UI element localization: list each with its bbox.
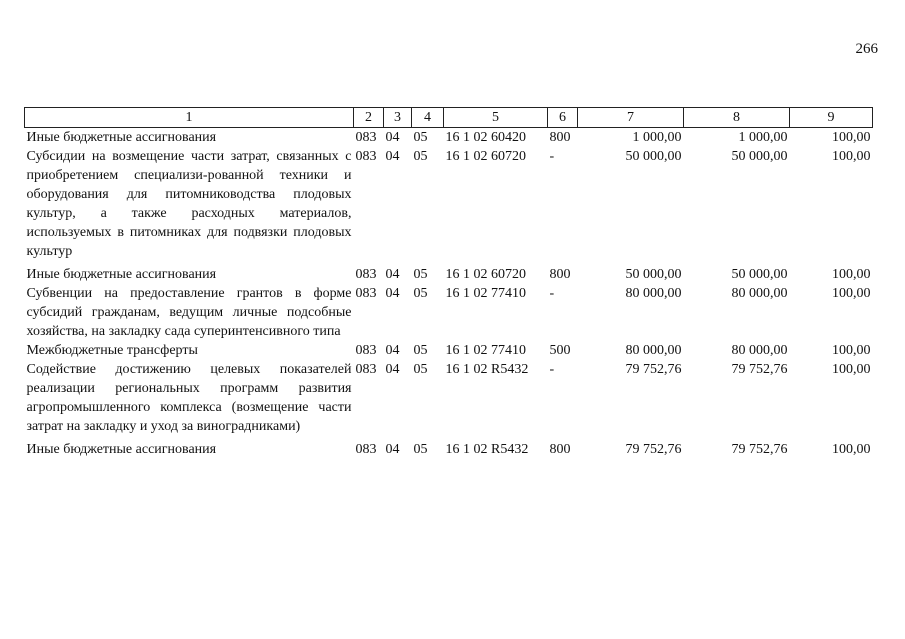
- amount-col-8: 79 752,76: [731, 442, 788, 457]
- target-article-code: 16 1 02 R5432: [445, 362, 529, 377]
- ministry-code: 083: [355, 362, 377, 377]
- section-code: 04: [385, 267, 400, 282]
- percent-col-9: 100,00: [832, 267, 871, 282]
- percent-col-9: 100,00: [832, 286, 871, 301]
- target-article-code: 16 1 02 60720: [445, 149, 526, 164]
- amount-col-7: 50 000,00: [625, 149, 682, 164]
- amount-col-8: 80 000,00: [731, 343, 788, 358]
- target-article-code: 16 1 02 R5432: [445, 442, 529, 457]
- section-code: 04: [385, 362, 400, 377]
- table-row: [25, 284, 873, 341]
- row-name: Субсидии на возмещение части затрат, связанных с приобретением специализи-рованной техники и оборудования для питомниководства плодовых культур, а также расходных материалов, используемых в питомниках для подвязки плодовых культур: [26, 149, 352, 259]
- header-cell-9: 9: [790, 108, 873, 128]
- ministry-code: 083: [355, 343, 377, 358]
- amount-col-7: 50 000,00: [625, 267, 682, 282]
- amount-col-7: 79 752,76: [625, 362, 682, 377]
- row-name: Иные бюджетные ассигнования: [26, 130, 217, 145]
- expense-type-code: 500: [549, 343, 571, 358]
- header-row: [25, 108, 873, 128]
- amount-col-8: 50 000,00: [731, 267, 788, 282]
- table-row: [25, 265, 873, 284]
- amount-col-8: 80 000,00: [731, 286, 788, 301]
- subsection-code: 05: [413, 442, 428, 457]
- ministry-code: 083: [355, 267, 377, 282]
- ministry-code: 083: [355, 286, 377, 301]
- amount-col-7: 1 000,00: [632, 130, 682, 145]
- amount-col-8: 79 752,76: [731, 362, 788, 377]
- amount-col-7: 79 752,76: [625, 442, 682, 457]
- percent-col-9: 100,00: [832, 442, 871, 457]
- subsection-code: 05: [413, 130, 428, 145]
- section-code: 04: [385, 286, 400, 301]
- ministry-code: 083: [355, 130, 377, 145]
- table-row: [25, 341, 873, 360]
- header-cell-8: 8: [684, 108, 790, 128]
- percent-col-9: 100,00: [832, 343, 871, 358]
- amount-col-8: 1 000,00: [738, 130, 788, 145]
- table-row: [25, 147, 873, 265]
- row-name: Иные бюджетные ассигнования: [26, 442, 217, 457]
- row-name: Иные бюджетные ассигнования: [26, 267, 217, 282]
- subsection-code: 05: [413, 267, 428, 282]
- header-cell-7: 7: [578, 108, 684, 128]
- amount-col-7: 80 000,00: [625, 343, 682, 358]
- target-article-code: 16 1 02 60720: [445, 267, 526, 282]
- expense-type-code: -: [549, 286, 555, 301]
- header-cell-2: 2: [354, 108, 384, 128]
- subsection-code: 05: [413, 362, 428, 377]
- header-cell-4: 4: [412, 108, 444, 128]
- header-cell-1: 1: [25, 108, 354, 128]
- section-code: 04: [385, 149, 400, 164]
- target-article-code: 16 1 02 77410: [445, 343, 526, 358]
- expense-type-code: 800: [549, 130, 571, 145]
- table-row: [25, 440, 873, 459]
- page-number: 266: [855, 41, 878, 57]
- expense-type-code: -: [549, 149, 555, 164]
- percent-col-9: 100,00: [832, 362, 871, 377]
- amount-col-8: 50 000,00: [731, 149, 788, 164]
- subsection-code: 05: [413, 286, 428, 301]
- expense-type-code: 800: [549, 442, 571, 457]
- table-row: [25, 128, 873, 148]
- ministry-code: 083: [355, 149, 377, 164]
- expense-type-code: -: [549, 362, 555, 377]
- row-name: Межбюджетные трансферты: [26, 343, 198, 358]
- target-article-code: 16 1 02 60420: [445, 130, 526, 145]
- row-name: Содействие достижению целевых показателей реализации региональных программ развития агропромышленного комплекса (возмещение части затрат на закладку и уход за виноградниками): [26, 362, 352, 434]
- subsection-code: 05: [413, 149, 428, 164]
- percent-col-9: 100,00: [832, 149, 871, 164]
- target-article-code: 16 1 02 77410: [445, 286, 526, 301]
- percent-col-9: 100,00: [832, 130, 871, 145]
- row-name: Субвенции на предоставление грантов в форме субсидий гражданам, ведущим личные подсобные хозяйства, на закладку сада суперинтенсивного типа: [26, 286, 352, 339]
- header-cell-6: 6: [548, 108, 578, 128]
- header-cell-5: 5: [444, 108, 548, 128]
- budget-table: [24, 107, 873, 459]
- section-code: 04: [385, 130, 400, 145]
- section-code: 04: [385, 442, 400, 457]
- subsection-code: 05: [413, 343, 428, 358]
- expense-type-code: 800: [549, 267, 571, 282]
- table-row: [25, 360, 873, 440]
- header-cell-3: 3: [384, 108, 412, 128]
- ministry-code: 083: [355, 442, 377, 457]
- amount-col-7: 80 000,00: [625, 286, 682, 301]
- section-code: 04: [385, 343, 400, 358]
